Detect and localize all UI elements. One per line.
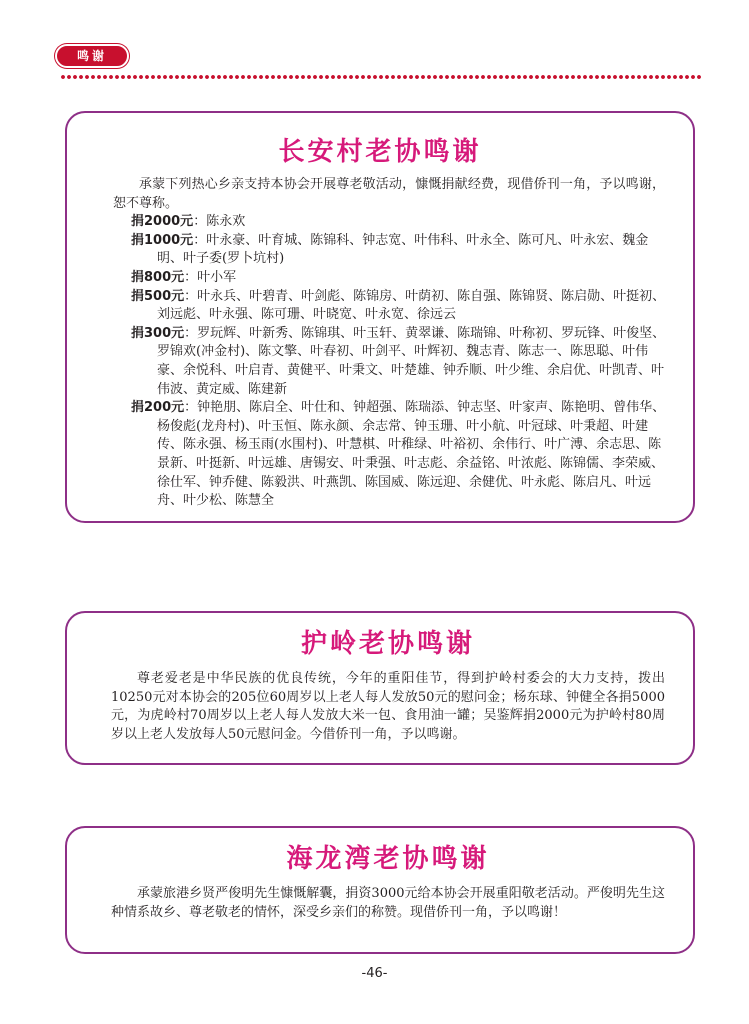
donor-names: 叶永豪、叶育城、陈锦科、钟志宽、叶伟科、叶永全、陈可凡、叶永宏、魏金明、叶子委(罗卜坑村) — [157, 232, 649, 267]
donation-amount: 捐300元 — [131, 325, 185, 341]
donor-names: 叶小军 — [197, 269, 237, 285]
hailongwan-card — [65, 826, 695, 954]
donation-row — [131, 269, 669, 288]
decorative-border — [60, 74, 702, 80]
donation-amount: 捐500元 — [131, 288, 185, 304]
amount-separator: ： — [193, 214, 207, 230]
amount-separator: ： — [184, 400, 198, 416]
amount-separator: ： — [184, 325, 198, 341]
donor-names: 陈永欢 — [206, 214, 246, 230]
donation-amount: 捐800元 — [131, 269, 185, 285]
donation-row — [131, 325, 669, 399]
donation-row — [131, 213, 669, 232]
donor-names: 叶永兵、叶碧青、叶剑彪、陈锦房、叶荫初、陈自强、陈锦贤、陈启勋、叶挺初、刘远彪、叶永强、陈可珊、叶晓宽、叶永宽、徐远云 — [157, 288, 666, 323]
amount-separator: ： — [193, 232, 207, 248]
amount-separator: ： — [184, 269, 198, 285]
huling-card — [65, 611, 695, 765]
hailongwan-body: 承蒙旅港乡贤严俊明先生慷慨解囊，捐资3000元给本协会开展重阳敬老活动。严俊明先生这种情系故乡、尊老敬老的情怀，深受乡亲们的称赞。现借侨刊一角，予以鸣谢！ — [111, 886, 665, 920]
page-number: -46- — [361, 966, 388, 981]
changan-title: 长安村老协鸣谢 — [278, 137, 482, 167]
donation-amount: 捐1000元 — [131, 232, 194, 248]
section-tab: 鸣谢 — [55, 44, 129, 68]
amount-separator: ： — [184, 288, 198, 304]
huling-body: 尊老爱老是中华民族的优良传统，今年的重阳佳节，得到护岭村委会的大力支持，拨出10250元对本协会的205位60周岁以上老人每人发放50元的慰问金；杨东球、钟健全各捐5000元，为虎岭村70周岁以上老人每人发放大米一包、食用油一罐；吴鉴辉捐2000元为护岭村80周岁以上老人发放每人50元慰问金。今借侨刊一角，予以鸣谢。 — [111, 671, 665, 742]
donation-row — [131, 399, 669, 511]
changan-intro: 承蒙下列热心乡亲支持本协会开展尊老敬活动，慷慨捐献经费，现借侨刊一角，予以鸣谢，恕不尊称。 — [113, 177, 665, 211]
hailongwan-title: 海龙湾老协鸣谢 — [286, 844, 490, 874]
donor-names: 钟艳朋、陈启全、叶仕和、钟超强、陈瑞添、钟志坚、叶家声、陈艳明、曾伟华、杨俊彪(龙舟村)、叶玉恒、陈永颜、余志常、钟玉珊、叶小航、叶冠球、叶秉超、叶建传、陈永强、杨玉雨(水围村)、叶慧棋、叶稚绿、叶裕初、余伟行、叶广溥、余志思、陈景新、叶挺新、叶远雄、唐锡安、叶秉强、叶志彪、余益铭、叶浓彪、陈锦儒、李荣威、徐仕军、钟乔健、陈毅洪、叶燕凯、陈国威、陈远迎、余健优、叶永彪、陈启凡、叶远舟、叶少松、陈慧全 — [157, 400, 666, 509]
donation-list — [85, 213, 675, 511]
donation-row — [131, 232, 669, 269]
donation-amount: 捐2000元 — [131, 214, 194, 230]
donation-amount: 捐200元 — [131, 400, 185, 416]
donor-names: 罗玩辉、叶新秀、陈锦琪、叶玉轩、黄翠谦、陈瑞锦、叶称初、罗玩锋、叶俊坚、罗锦欢(冲金村)、陈文擎、叶春初、叶剑平、叶辉初、魏志青、陈志一、陈思聪、叶伟豪、余悦科、叶启青、黄健平、叶秉文、叶楚雄、钟乔顺、叶少维、余启优、叶凯青、叶伟波、黄定威、陈建新 — [157, 325, 666, 397]
huling-title: 护岭老协鸣谢 — [300, 629, 475, 659]
donation-row — [131, 288, 669, 325]
changan-card — [65, 111, 695, 523]
